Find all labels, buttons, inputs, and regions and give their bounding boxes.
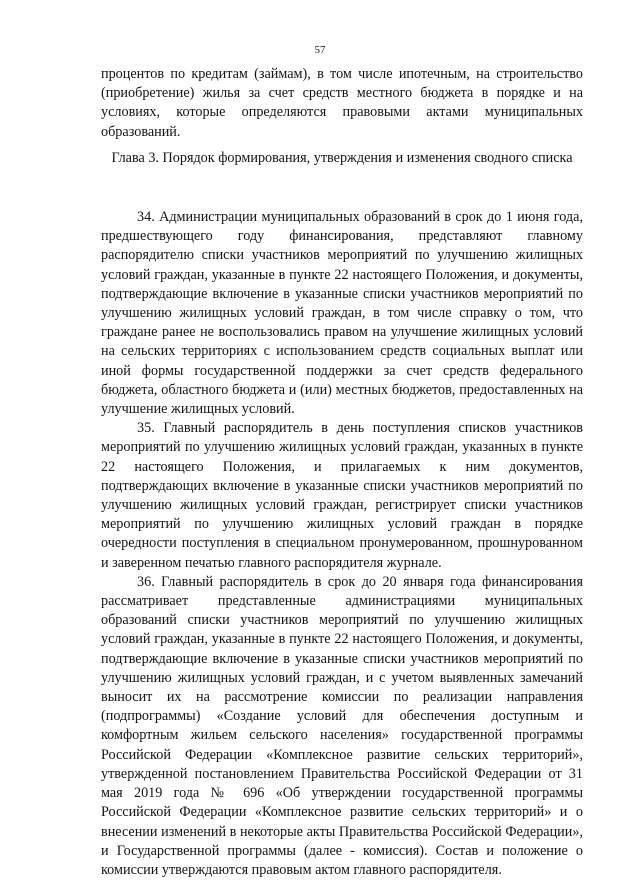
intro-paragraph: процентов по кредитам (займам), в том числе ипотечным, на строительство (приобретение) жилья за счет средств местного бюджета в порядке и на условиях, которые определяются правовыми актами муниципальных образований. bbox=[101, 66, 583, 140]
page-number: 57 bbox=[314, 44, 326, 56]
body-section bbox=[101, 208, 583, 880]
paragraph-35: 35. Главный распорядитель в день поступления списков участников мероприятий по улучшению жилищных условий граждан, указанных в пункте 22 настоящего Положения, и прилагаемых к ним документов, подтверждающих включение в указанные списки участников мероприятий по улучшению жилищных условий граждан, регистрирует списки участников мероприятий по улучшению жилищных условий граждан в порядке очередности поступления в специальном пронумерованном, прошнурованном и заверенном печатью главного распорядителя журнале. bbox=[101, 420, 583, 571]
paragraph-34: 34. Администрации муниципальных образований в срок до 1 июня года, предшествующего году финансирования, представляют главному распорядителю списки участников мероприятий по улучшению жилищных условий граждан, указанные в пункте 22 настоящего Положения, и документы, подтверждающие включение в указанные списки участников мероприятий по улучшению жилищных условий граждан, в том числе справку о том, что граждане ранее не воспользовались правом на улучшение жилищных условий на сельских территориях с использованием средств социальных выплат или иной формы государственной поддержки за счет средств федерального бюджета, областного бюджета и (или) местных бюджетов, предоставленных на улучшение жилищных условий. bbox=[101, 209, 583, 418]
paragraph-36: 36. Главный распорядитель в срок до 20 января года финансирования рассматривает представленные администрациями муниципальных образований списки участников мероприятий по улучшению жилищных условий граждан, указанные в пункте 22 настоящего Положения, и документы, подтверждающие включение в указанные списки участников мероприятий по улучшению жилищных условий граждан, и с учетом выявленных замечаний выносит их на рассмотрение комиссии по реализации направления (подпрограммы) «Создание условий для обеспечения доступным и комфортным жильем сельского населения» государственной программы Российской Федерации «Комплексное развитие сельских территорий», утвержденной постановлением Правительства Российской Федерации от 31 мая 2019 года № 696 «Об утверждении государственной программы Российской Федерации «Комплексное развитие сельских территорий» и о внесении изменений в некоторые акты Правительства Российской Федерации», и Государственной программы (далее - комиссия). Состав и положение о комиссии утверждаются правовым актом главного распорядителя. bbox=[101, 573, 583, 878]
intro-section bbox=[101, 65, 583, 142]
chapter-heading: Глава 3. Порядок формирования, утверждения и изменения сводного списка bbox=[111, 150, 573, 166]
